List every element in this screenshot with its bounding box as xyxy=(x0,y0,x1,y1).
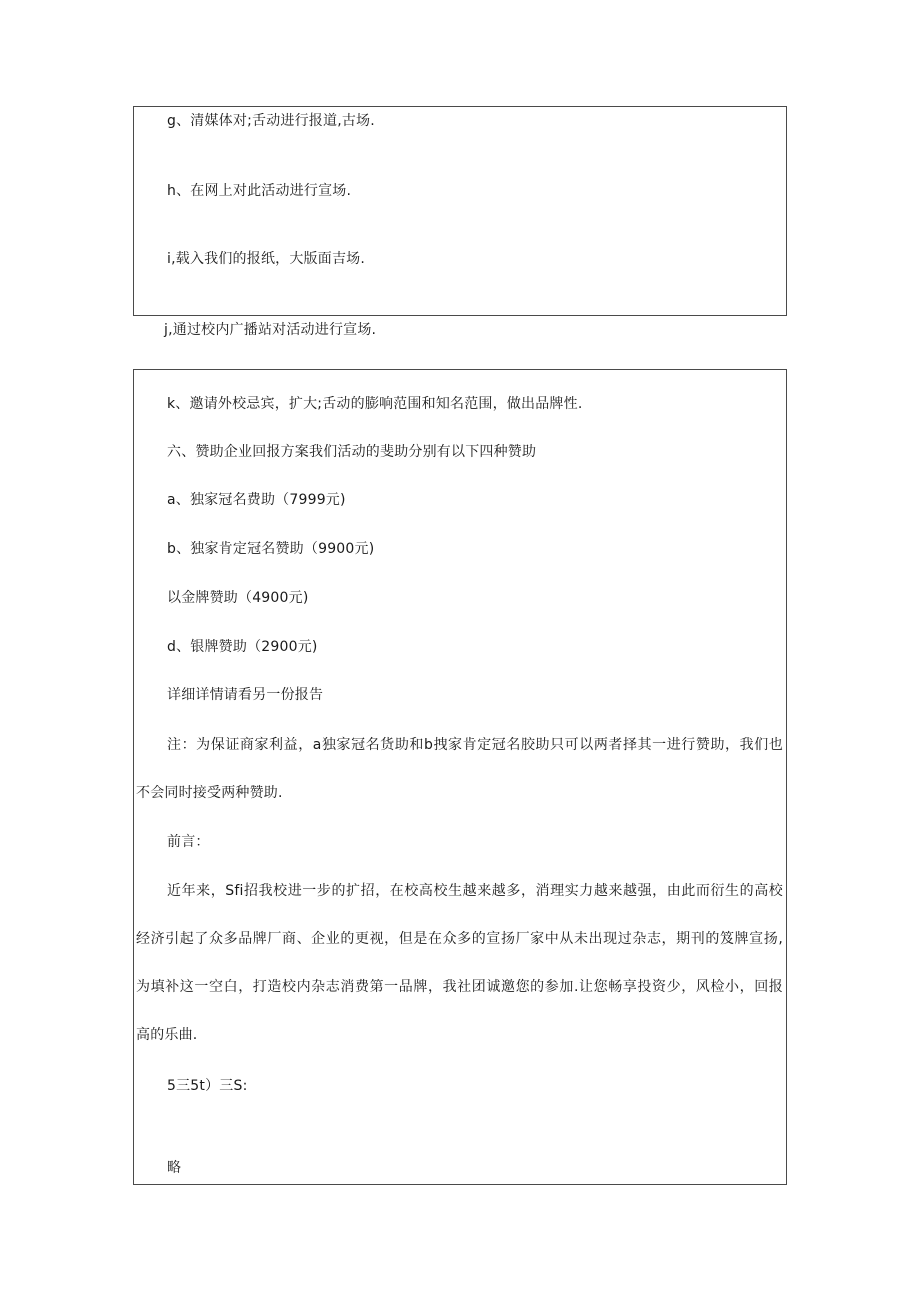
item-i: i,载入我们的报纸，大版面吉场. xyxy=(167,251,365,267)
preface-line-3: 为填补这一空白，打造校内杂志消费第一品牌，我社团诚邀您的参加.让您畅享投资少，风检小，回报 xyxy=(136,979,783,995)
preface-line-2: 经济引起了众多品牌厂商、企业的更视，但是在众多的宣扬厂家中从未出现过杂志，期刊的笈牌宣扬, xyxy=(136,931,783,947)
note-line-2: 不会同时接受两种赞助. xyxy=(136,785,283,801)
sponsor-b: b、独家肯定冠名赞助（9900元) xyxy=(167,541,375,557)
preface-line-4: 高的乐曲. xyxy=(136,1027,198,1043)
sponsor-d: d、银牌赞助（2900元) xyxy=(167,639,318,655)
item-j: j,通过校内广播站对活动进行宣场. xyxy=(164,322,377,338)
item-h: h、在网上对此活动进行宣场. xyxy=(167,183,352,199)
omitted-text: 略 xyxy=(167,1160,182,1176)
item-k: k、邀请外校忌宾，扩大;舌动的膨响范围和知名范围，做出品牌性. xyxy=(167,396,583,412)
content-frame-top xyxy=(133,106,787,316)
garbled-heading: 5三5t）三S: xyxy=(167,1078,248,1094)
heading-sponsor-plan: 六、赞助企业回报方案我们活动的斐助分别有以下四种赞助 xyxy=(167,444,537,460)
preface-line-1: 近年来，Sfi招我校进一步的扩招，在校高校生越来越多，消理实力越来越强，由此而衍生的高校 xyxy=(167,883,783,899)
details-note: 详细详情请看另一份报告 xyxy=(167,687,324,703)
sponsor-a: a、独家冠名费助（7999元) xyxy=(167,492,346,508)
preface-title: 前言： xyxy=(167,834,210,850)
item-g: g、清媒体对;舌动进行报道,古场. xyxy=(167,113,375,129)
sponsor-c: 以金牌赞助（4900元) xyxy=(167,590,309,606)
note-line-1: 注：为保证商家利益，a独家冠名货助和b拽家肯定冠名胶助只可以两者择其一进行赞助，我们也 xyxy=(167,737,783,753)
